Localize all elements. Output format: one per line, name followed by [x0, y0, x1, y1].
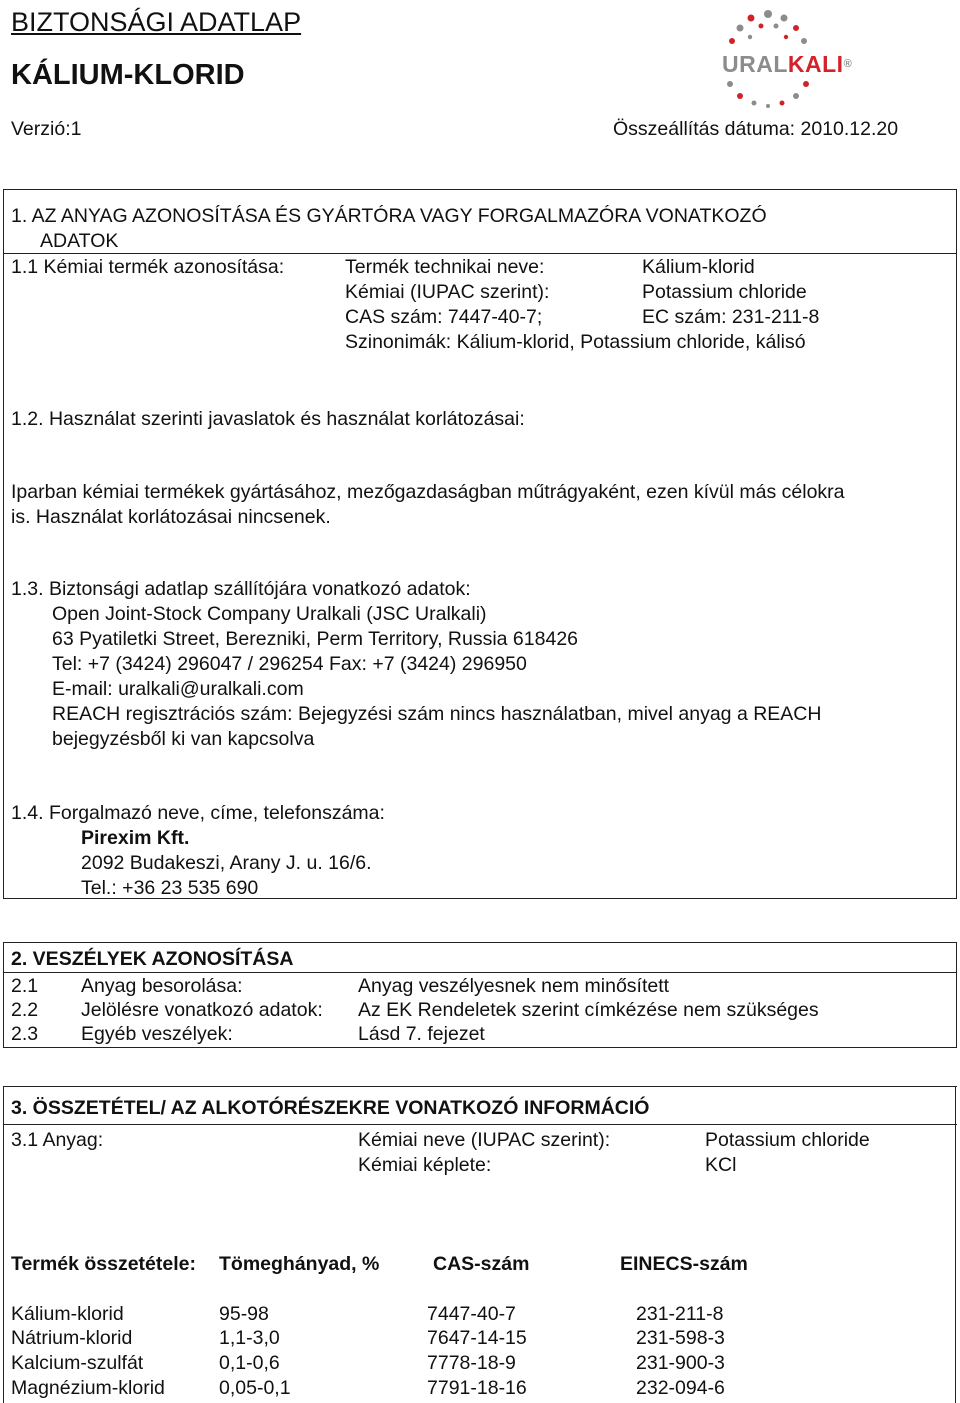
section-3-right-border [955, 1086, 956, 1403]
s11-label: 1.1 Kémiai termék azonosítása: [11, 256, 285, 278]
logo-kali: KALI [787, 51, 844, 77]
section-1-title: 1. AZ ANYAG AZONOSÍTÁSA ÉS GYÁRTÓRA VAGY FORGALMAZÓRA VONATKOZÓ [11, 205, 767, 227]
compiled-date: Összeállítás dátuma: 2010.12.20 [613, 118, 899, 140]
s12-text: Iparban kémiai termékek gyártásához, mezőgazdaságban műtrágyaként, ezen kívül más célokra [11, 481, 845, 503]
s31-label: 3.1 Anyag: [11, 1129, 104, 1151]
section-3-title: 3. ÖSSZETÉTEL/ AZ ALKOTÓRÉSZEKRE VONATKOZÓ INFORMÁCIÓ [11, 1097, 650, 1119]
s11-row-label: Termék technikai neve: [345, 256, 545, 278]
table-cell: Magnézium-klorid [11, 1377, 165, 1399]
logo-wordmark [722, 50, 852, 78]
section-2-title: 2. VESZÉLYEK AZONOSÍTÁSA [11, 948, 294, 970]
table-cell: 0,1-0,6 [219, 1352, 280, 1374]
s2-row-num: 2.3 [11, 1023, 39, 1045]
table-cell: 1,1-3,0 [219, 1327, 280, 1349]
table-cell: 95-98 [219, 1303, 269, 1325]
s13-line: bejegyzésből ki van kapcsolva [52, 728, 315, 750]
s13-line: Open Joint-Stock Company Uralkali (JSC Uralkali) [52, 603, 487, 625]
table-header-cell: CAS-szám [433, 1253, 530, 1275]
table-cell: 0,05-0,1 [219, 1377, 291, 1399]
s11-row-value: EC szám: 231-211-8 [642, 306, 820, 328]
table-cell: 231-211-8 [636, 1303, 724, 1325]
s2-row-num: 2.2 [11, 999, 39, 1021]
table-header-cell: Tömeghányad, % [219, 1253, 380, 1275]
section-1-divider [3, 253, 957, 254]
s2-row-label: Egyéb veszélyek: [81, 1023, 233, 1045]
table-header-cell: EINECS-szám [620, 1253, 748, 1275]
s13-line: REACH regisztrációs szám: Bejegyzési szám nincs használatban, mivel anyag a REACH [52, 703, 822, 725]
s2-row-value: Anyag veszélyesnek nem minősített [358, 975, 670, 997]
table-cell: 7647-14-15 [427, 1327, 527, 1349]
s13-line: 63 Pyatiletki Street, Berezniki, Perm Territory, Russia 618426 [52, 628, 579, 650]
uralkali-logo [718, 4, 888, 108]
s2-row-label: Jelölésre vonatkozó adatok: [81, 999, 323, 1021]
product-title: KÁLIUM-KLORID [11, 59, 245, 91]
synonyms: Szinonimák: Kálium-klorid, Potassium chloride, kálisó [345, 331, 806, 353]
s2-row-label: Anyag besorolása: [81, 975, 243, 997]
s31-row-value: Potassium chloride [705, 1129, 870, 1151]
s14-title: 1.4. Forgalmazó neve, címe, telefonszáma: [11, 802, 385, 824]
s13-title: 1.3. Biztonsági adatlap szállítójára vonatkozó adatok: [11, 578, 471, 600]
table-cell: 7447-40-7 [427, 1303, 516, 1325]
s31-row-label: Kémiai neve (IUPAC szerint): [358, 1129, 611, 1151]
s11-row-label: CAS szám: 7447-40-7; [345, 306, 543, 328]
s14-tel: Tel.: +36 23 535 690 [81, 877, 259, 899]
table-cell: Kalcium-szulfát [11, 1352, 144, 1374]
section-3-left-border [3, 1086, 4, 1403]
section-3-divider [3, 1124, 957, 1125]
s11-row-value: Potassium chloride [642, 281, 807, 303]
table-cell: 7778-18-9 [427, 1352, 516, 1374]
table-cell: Kálium-klorid [11, 1303, 124, 1325]
logo-ural: URAL [722, 51, 788, 77]
s11-row-value: Kálium-klorid [642, 256, 755, 278]
doc-type-title: BIZTONSÁGI ADATLAP [11, 7, 302, 37]
table-cell: 231-598-3 [636, 1327, 725, 1349]
table-cell: 232-094-6 [636, 1377, 725, 1399]
s11-row-label: Kémiai (IUPAC szerint): [345, 281, 550, 303]
s2-row-value: Lásd 7. fejezet [358, 1023, 485, 1045]
logo-registered: ® [843, 58, 853, 70]
s12-title: 1.2. Használat szerinti javaslatok és használat korlátozásai: [11, 408, 525, 430]
s13-email: E-mail: uralkali@uralkali.com [52, 678, 304, 700]
s31-row-value: KCl [705, 1154, 737, 1176]
table-header-cell: Termék összetétele: [11, 1253, 196, 1275]
s31-row-label: Kémiai képlete: [358, 1154, 492, 1176]
s14-address: 2092 Budakeszi, Arany J. u. 16/6. [81, 852, 372, 874]
table-cell: 7791-18-16 [427, 1377, 527, 1399]
table-cell: Nátrium-klorid [11, 1327, 133, 1349]
section-3-top-border [3, 1086, 957, 1087]
version-label: Verzió:1 [11, 118, 82, 140]
s12-text-cont: is. Használat korlátozásai nincsenek. [11, 506, 331, 528]
section-2-divider [3, 972, 957, 973]
s2-row-num: 2.1 [11, 975, 39, 997]
s14-company: Pirexim Kft. [81, 827, 190, 849]
table-cell: 231-900-3 [636, 1352, 725, 1374]
section-1-title-cont: ADATOK [40, 230, 119, 252]
s2-row-value: Az EK Rendeletek szerint címkézése nem szükséges [358, 999, 819, 1021]
s13-line: Tel: +7 (3424) 296047 / 296254 Fax: +7 (3424) 296950 [52, 653, 527, 675]
